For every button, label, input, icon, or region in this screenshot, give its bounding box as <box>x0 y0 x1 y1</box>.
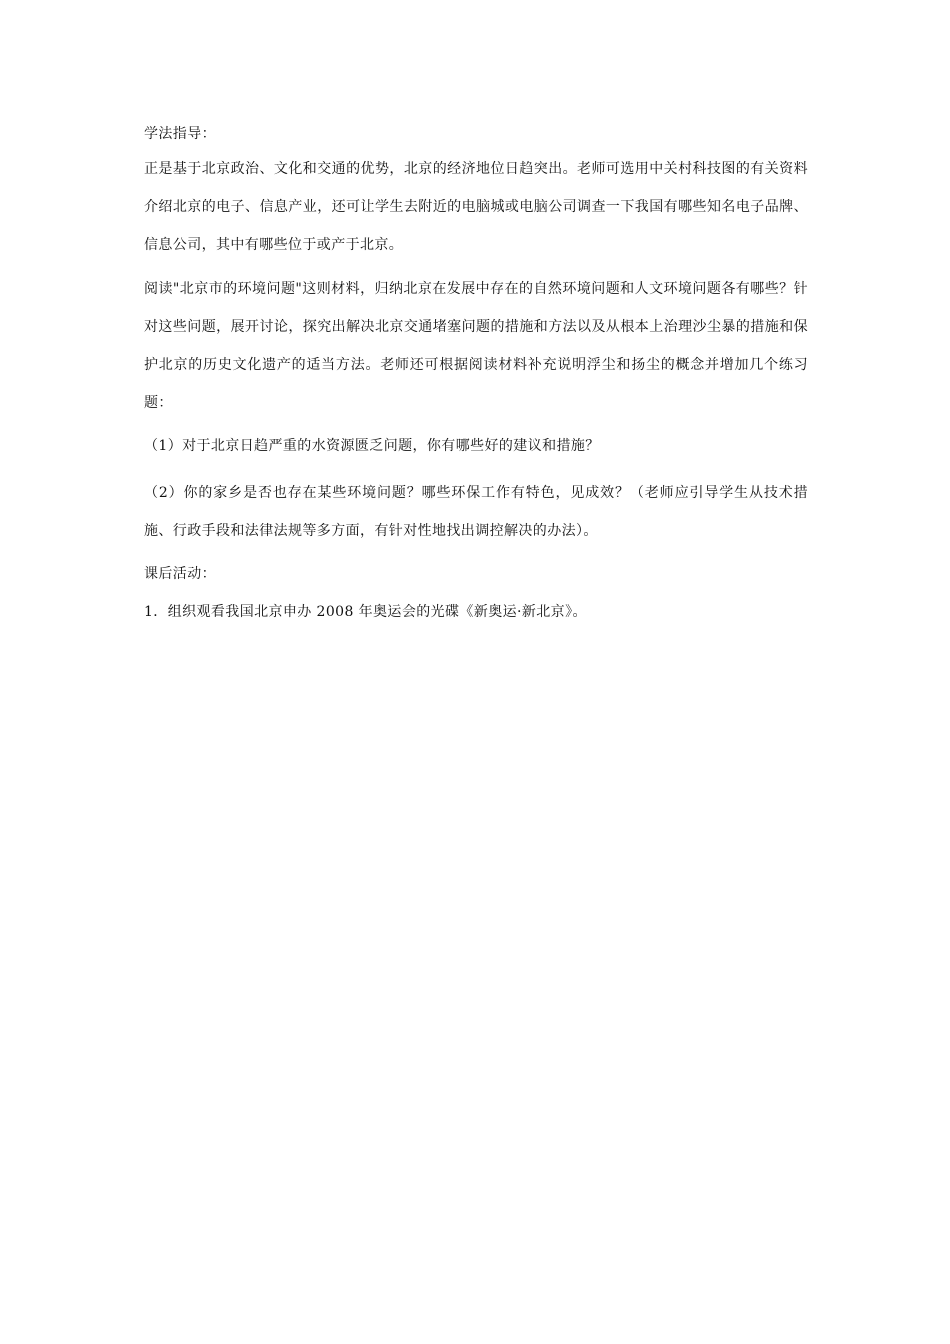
question-water-resources: （1）对于北京日趋严重的水资源匮乏问题，你有哪些好的建议和措施？ <box>144 438 600 454</box>
activity-item-olympics-disc: 1．组织观看我国北京申办 2008 年奥运会的光碟《新奥运·新北京》。 <box>144 604 587 620</box>
document-content <box>144 124 808 622</box>
spacer <box>144 422 808 436</box>
paragraph-economic-status: 正是基于北京政治、文化和交通的优势，北京的经济地位日趋突出。老师可选用中关村科技图的有关资料介绍北京的电子、信息产业，还可让学生去附近的电脑城或电脑公司调查一下我国有哪些知名电子品牌、信息公司，其中有哪些位于或产于北京。 <box>144 161 808 253</box>
section-heading-after-class: 课后活动： <box>144 566 216 582</box>
spacer <box>144 550 808 564</box>
paragraph-environment-reading: 阅读"北京市的环境问题"这则材料，归纳北京在发展中存在的自然环境问题和人文环境问题各有哪些？针对这些问题，展开讨论，探究出解决北京交通堵塞问题的措施和方法以及从根本上治理沙尘暴的措施和保护北京的历史文化遗产的适当方法。老师还可根据阅读材料补充说明浮尘和扬尘的概念并增加几个练习题： <box>144 281 808 411</box>
section-heading-study-guide: 学法指导： <box>144 126 216 142</box>
question-hometown-environment: （2）你的家乡是否也存在某些环境问题？哪些环保工作有特色，见成效？（老师应引导学生从技术措施、行政手段和法律法规等多方面，有针对性地找出调控解决的办法）。 <box>144 485 808 539</box>
